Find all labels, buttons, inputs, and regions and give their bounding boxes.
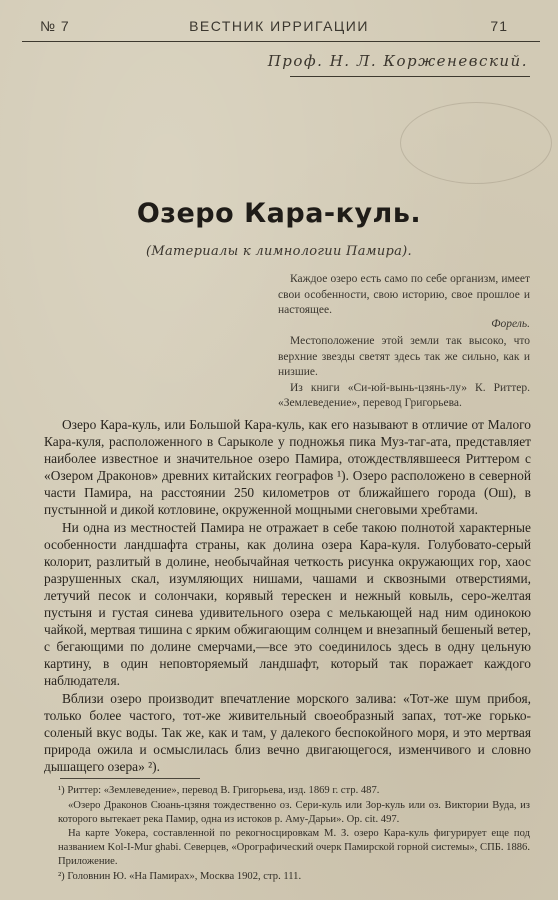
author-rule [290, 76, 530, 77]
issue-number: № 7 [40, 18, 70, 34]
paragraph: Ни одна из местностей Памира не отражает в себе такою полнотой характерные особенности ландшафта страны, как долина озера Кара-куля. Голубовато-серый колорит, разлитый в долине, необычайная четкость рисунка окружающих гор, хаос разрушенных скал, изумляющих нишами, чашами и сквозными отверстиями, летучий песок и солончаки, корявый терескен и нежный ковыль, серо-желтая пустыня и густая синева удивительного озера с мелькающей над ним одинокою чайкой, мертвая тишина с ярким обжигающим солнцем и внезапный бешеный ветер, с бегающими по долине смерчами,—все это соединилось здесь в одну цельную картину, в один неповторяемый ландшафт, который так поражает каждого наблюдателя. [44, 519, 531, 689]
epigraph-1-text: Каждое озеро есть само по себе организм, имеет свои особенности, свою историю, свое прошлое и настоящее. [278, 273, 530, 316]
epigraph-1-signature: Форель. [491, 318, 530, 330]
footnote: «Озеро Драконов Сюань-цзяня тождественно оз. Сери-куль или Зор-куль или оз. Виктории Вуда, из которого вытекает река Памир, одна из истоков р. Аму-Дарьи». Ор. cit. 497. [58, 799, 530, 825]
footnote: ¹) Риттер: «Землеведение», перевод В. Григорьева, изд. 1869 г. стр. 487. [58, 785, 380, 796]
running-header [40, 18, 518, 38]
epigraph-2-text: Местоположение этой земли так высоко, что верхние звезды светят здесь так же сильно, как и низшие. [278, 335, 530, 378]
footnote: ²) Головнин Ю. «На Памирах», Москва 1902, стр. 111. [58, 870, 302, 882]
epigraph-1 [278, 272, 530, 319]
author-name: Проф. Н. Л. Корженевский. [267, 52, 528, 70]
article-body [44, 416, 531, 775]
paragraph: Вблизи озеро производит впечатление морского залива: «Тот-же шум прибоя, только более частого, тот-же живительный своеобразный запах, тот-же горько-соленый вкус воды. Так же, как и там, у далекого беспокойного моря, и это мертвая природа ожила и осмыслилась близ вечно двигающегося, изменчивого и словно дышащего озера» ²). [44, 690, 531, 774]
footnote-rule [60, 778, 200, 779]
footnote: На карте Уокера, составленной по рекогносцировкам М. З. озеро Кара-куль фигурирует еще под названием Kol-I-Mur ghabi. Северцев, «Орографический очерк Памирской горной системы», СПБ. 1886. Приложение. [58, 828, 530, 867]
article-subtitle: (Материалы к лимнологии Памира). [146, 244, 412, 259]
article-title: Озеро Кара-куль. [136, 198, 422, 229]
library-stamp [400, 102, 552, 184]
epigraph-2-source: Из книги «Си-юй-вынь-цзянь-лу» К. Риттер. «Землеведение», перевод Григорьева. [278, 381, 530, 409]
paragraph: Озеро Кара-куль, или Большой Кара-куль, как его называют в отличие от Малого Кара-куля, расположенного в Сарыколе у подножья пика Муз-таг-ата, представляет наиболее известное и значительное озеро Памира, отождествлявшееся Риттером с «Озером Драконов» древних китайских географов ¹). Озеро расположено в северной части Памира, на расстоянии 250 километров от ближайшего города (Ош), в пустынной и дикой котловине, окруженной мощными снеговыми хребтами. [44, 417, 531, 518]
epigraph-2 [278, 334, 530, 412]
header-rule [22, 41, 540, 42]
footnotes [58, 784, 530, 885]
page-number: 71 [490, 18, 508, 34]
journal-name: ВЕСТНИК ИРРИГАЦИИ [189, 18, 369, 34]
